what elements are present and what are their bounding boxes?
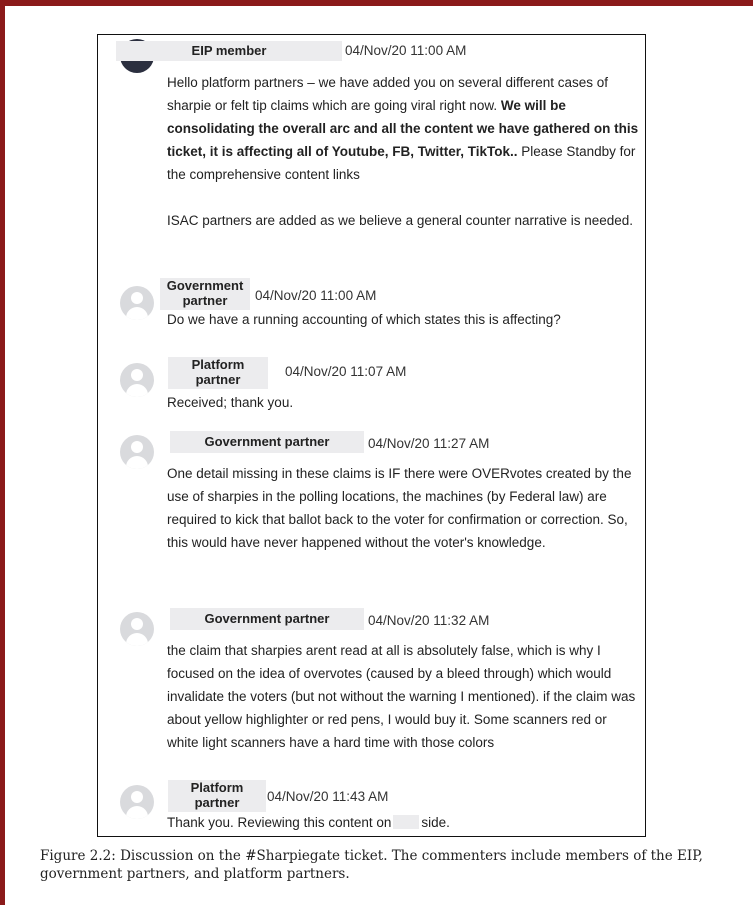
timestamp: 04/Nov/20 11:32 AM xyxy=(368,613,490,628)
avatar xyxy=(120,286,154,320)
timestamp: 04/Nov/20 11:00 AM xyxy=(255,288,377,303)
comment-body xyxy=(167,813,639,833)
comment-body xyxy=(167,71,639,232)
author-name: Platform partner xyxy=(168,357,268,389)
timestamp: 04/Nov/20 11:27 AM xyxy=(368,436,490,451)
author-name: Platform partner xyxy=(168,780,266,812)
comment-text: Please Standby for the comprehensive content links xyxy=(167,144,636,182)
author-name: Government partner xyxy=(170,608,364,630)
timestamp: 04/Nov/20 11:07 AM xyxy=(285,364,407,379)
avatar xyxy=(120,785,154,819)
comment-text: Received; thank you. xyxy=(167,395,294,410)
avatar xyxy=(120,612,154,646)
comment-text-para2: ISAC partners are added as we believe a general counter narrative is needed. xyxy=(167,213,634,228)
figure-caption: Figure 2.2: Discussion on the #Sharpiegate ticket. The commenters include members of the EIP, government partners, and platform partners. xyxy=(40,848,703,882)
avatar xyxy=(120,435,154,469)
comment-text: Do we have a running accounting of which states this is affecting? xyxy=(167,312,561,327)
comment-text: Thank you. Reviewing this content on xyxy=(167,815,392,830)
author-name: Government partner xyxy=(170,431,364,453)
author-name: EIP member xyxy=(116,41,342,61)
avatar xyxy=(120,363,154,397)
comment-text: Hello platform partners – we have added you on several different cases of sharpie or felt tip claims which are going viral right now. xyxy=(167,75,609,113)
comment-text-bold: We will be consolidating the overall arc and all the content we have gathered on this ticket, it is affecting all of Youtube, FB, Twitter, TikTok.. xyxy=(167,98,639,159)
comment-text: side. xyxy=(421,815,450,830)
redaction-box xyxy=(393,815,419,829)
timestamp: 04/Nov/20 11:43 AM xyxy=(267,789,389,804)
comment-thread xyxy=(97,34,646,837)
comment-text: the claim that sharpies arent read at all is absolutely false, which is why I focused on the idea of overvotes (caused by a bleed through) which would invalidate the voters (but not without the warning I mentioned). if the claim was about yellow highlighter or red pens, I would buy it. Some scanners red or white light scanners have a hard time with those colors xyxy=(167,643,636,750)
author-name: Government partner xyxy=(160,278,250,310)
timestamp: 04/Nov/20 11:00 AM xyxy=(345,43,467,58)
comment-text: One detail missing in these claims is IF there were OVERvotes created by the use of sharpies in the polling locations, the machines (by Federal law) are required to kick that ballot back to the voter for confirmation or correction. So, this would have never happened without the voter's knowledge. xyxy=(167,466,632,550)
panel-top-cover xyxy=(98,35,645,39)
